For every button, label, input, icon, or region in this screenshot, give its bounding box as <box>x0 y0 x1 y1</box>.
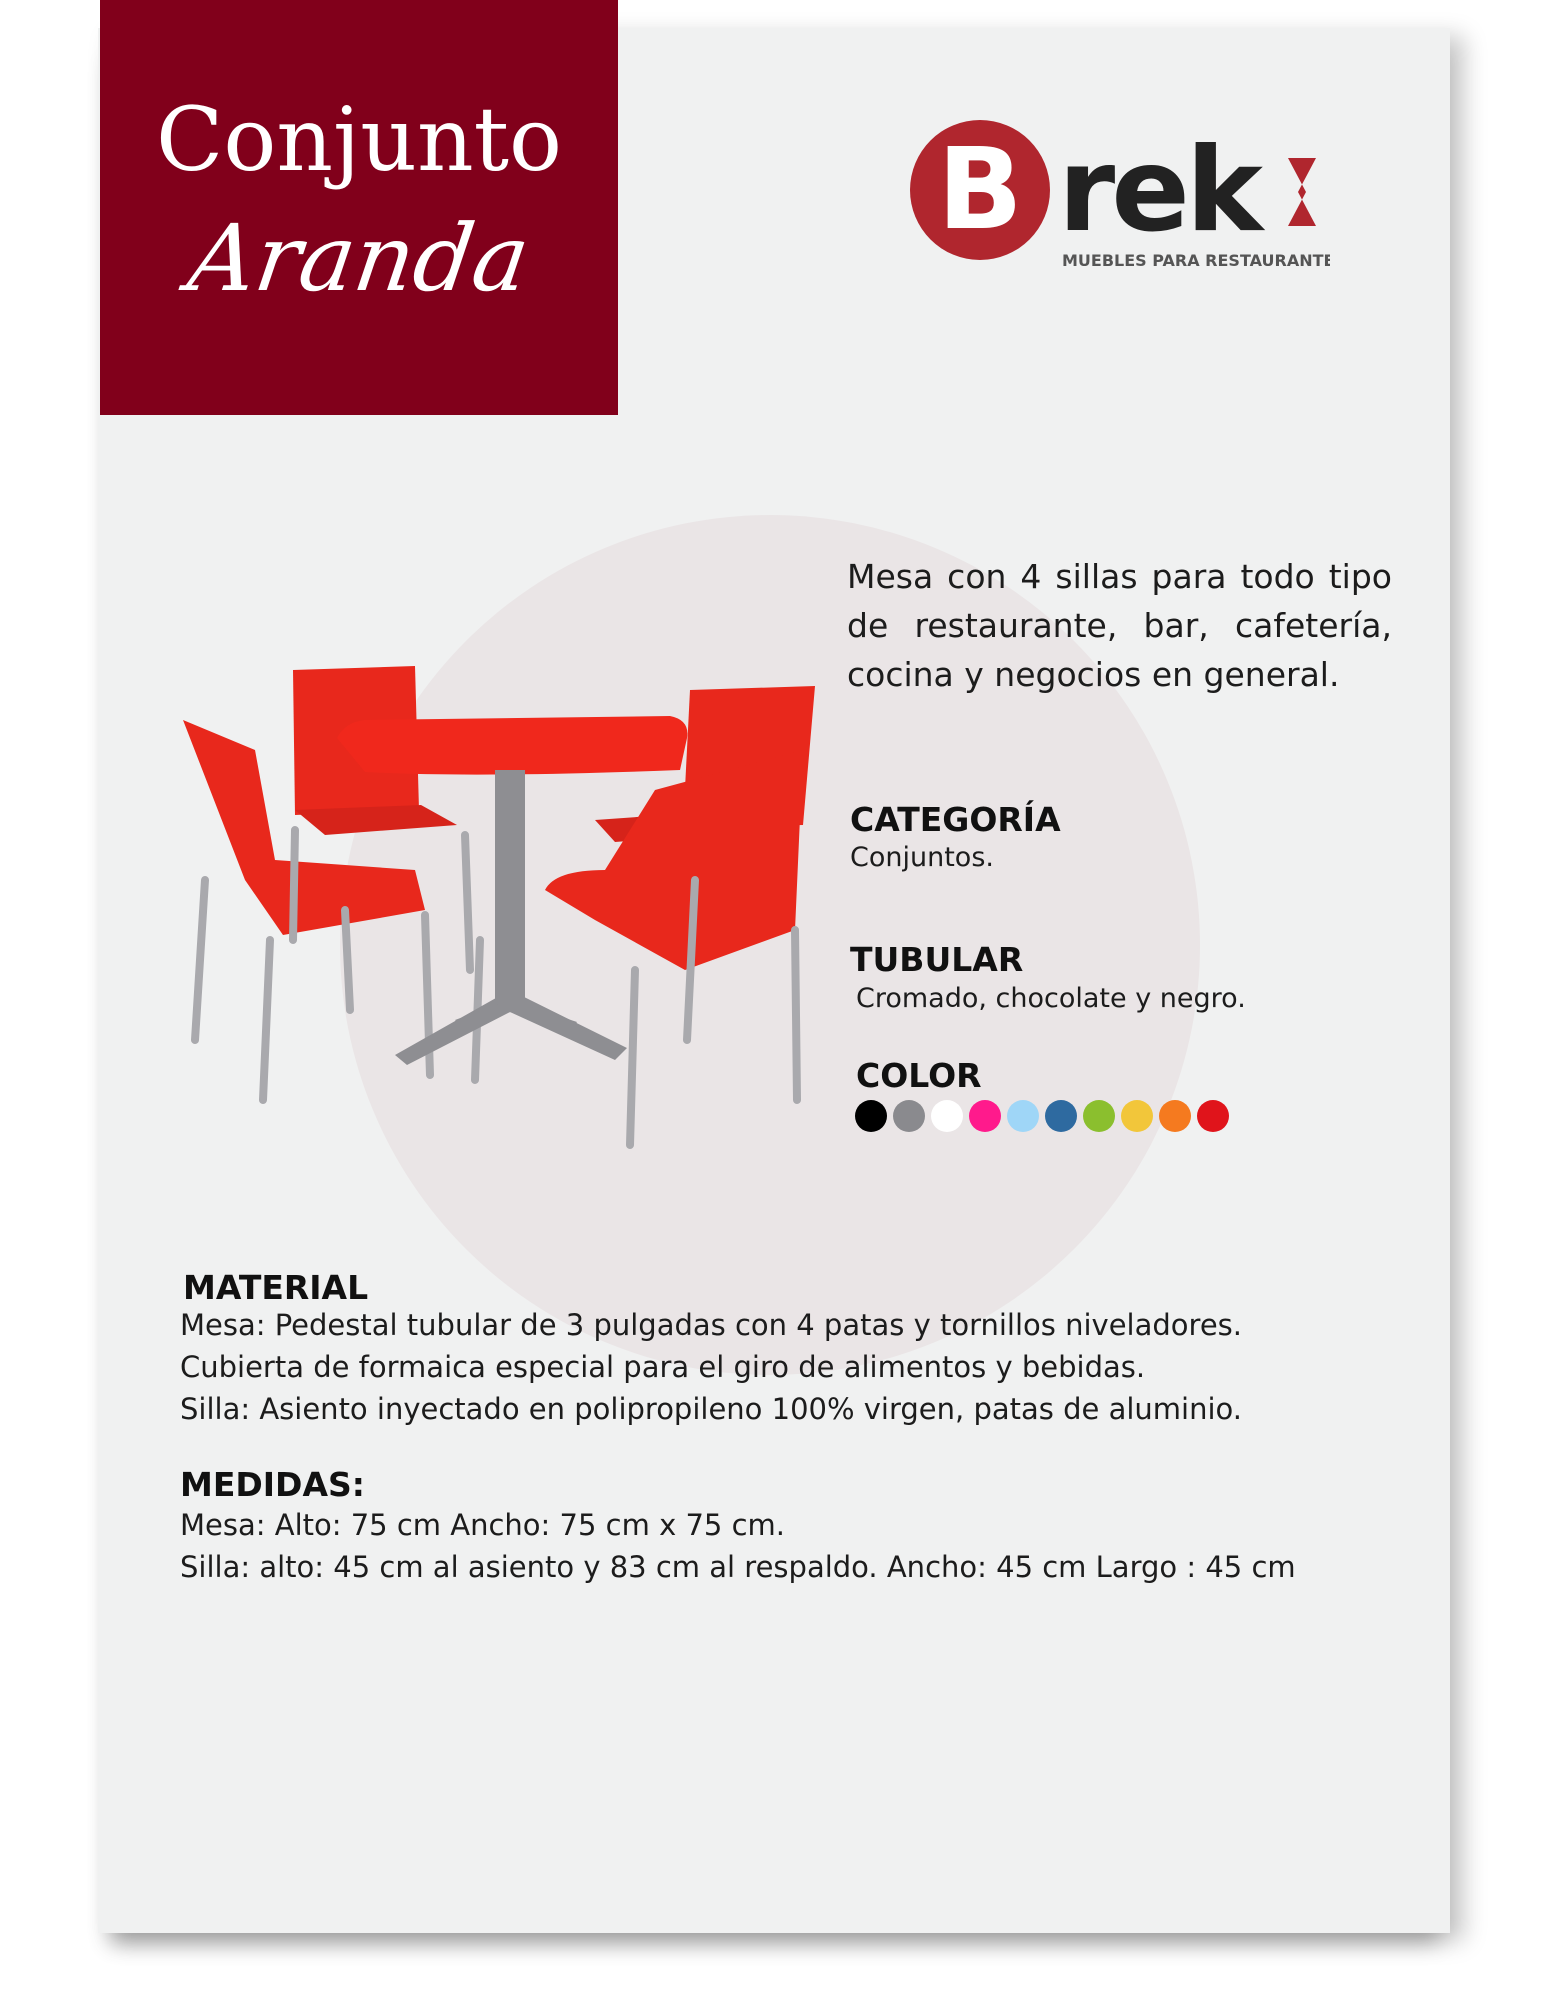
product-description: Mesa con 4 sillas para todo tipo de restaurante, bar, cafetería, cocina y negocios en general. <box>847 557 1392 694</box>
chair-front-right <box>545 750 803 970</box>
material-heading: MATERIAL <box>183 1268 369 1307</box>
categoria-heading: CATEGORÍA <box>850 800 1061 839</box>
tubular-value: Cromado, chocolate y negro. <box>856 983 1246 1014</box>
brek-logo-icon <box>910 120 1330 275</box>
logo-chevron <box>1288 158 1316 226</box>
color-heading: COLOR <box>856 1056 982 1095</box>
color-swatch <box>855 1100 887 1132</box>
color-swatch <box>1083 1100 1115 1132</box>
medidas-line: Mesa: Alto: 75 cm Ancho: 75 cm x 75 cm. <box>180 1508 785 1542</box>
table-top <box>337 716 687 775</box>
brand-logo <box>910 120 1330 279</box>
medidas-heading: MEDIDAS: <box>180 1465 365 1504</box>
color-swatch <box>1197 1100 1229 1132</box>
material-line: Mesa: Pedestal tubular de 3 pulgadas con 4 patas y tornillos niveladores. <box>180 1308 1242 1342</box>
color-swatch <box>931 1100 963 1132</box>
logo-rest: rek <box>1058 123 1260 258</box>
title-main: Conjunto <box>156 88 562 191</box>
medidas-line: Silla: alto: 45 cm al asiento y 83 cm al respaldo. Ancho: 45 cm Largo : 45 cm <box>180 1550 1296 1584</box>
color-swatch <box>969 1100 1001 1132</box>
product-image <box>175 650 815 1160</box>
tubular-heading: TUBULAR <box>850 940 1024 979</box>
logo-tagline: MUEBLES PARA RESTAURANTES <box>1062 251 1330 270</box>
title-sub: Aranda <box>182 205 536 312</box>
material-line: Silla: Asiento inyectado en polipropileno 100% virgen, patas de aluminio. <box>180 1392 1242 1426</box>
logo-b: B <box>937 125 1023 255</box>
color-swatch <box>1121 1100 1153 1132</box>
categoria-value: Conjuntos. <box>850 842 994 873</box>
color-swatch <box>1159 1100 1191 1132</box>
material-line: Cubierta de formaica especial para el giro de alimentos y bebidas. <box>180 1350 1146 1384</box>
color-swatch <box>893 1100 925 1132</box>
color-swatches <box>855 1100 1229 1132</box>
color-swatch <box>1045 1100 1077 1132</box>
title-block <box>100 0 618 415</box>
color-swatch <box>1007 1100 1039 1132</box>
